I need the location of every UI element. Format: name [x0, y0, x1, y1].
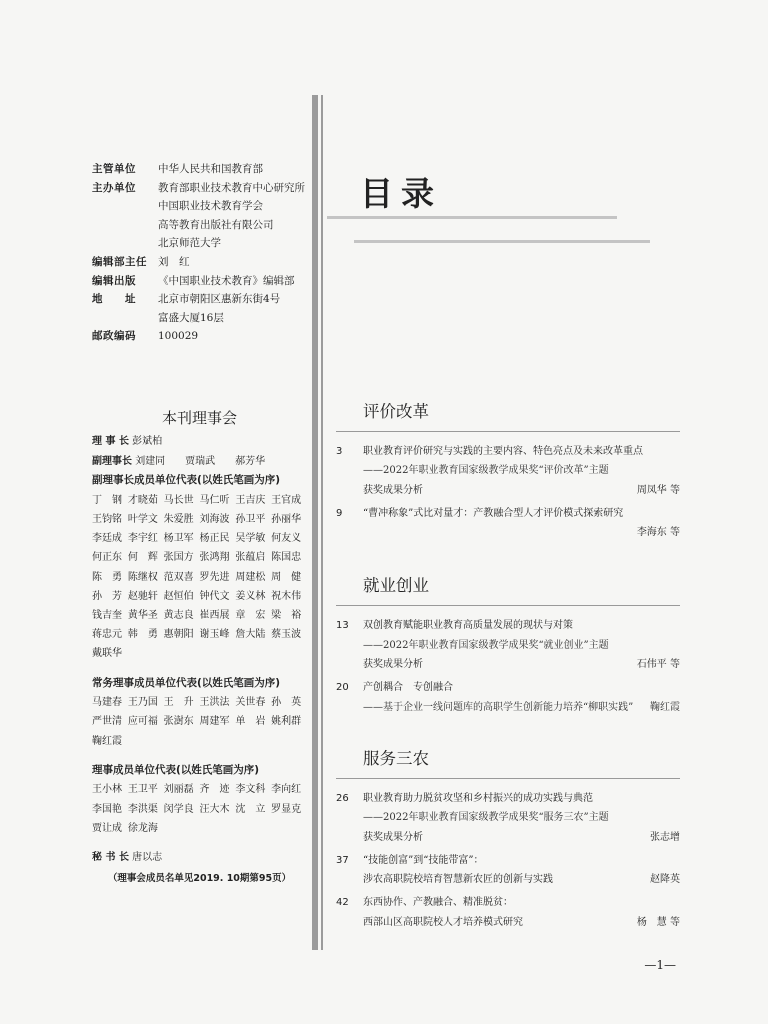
masthead-value: 中华人民共和国教育部 — [158, 163, 263, 175]
standing-heading: 常务理事成员单位代表(以姓氏笔画为序) — [92, 676, 281, 689]
vice-unit-name: 崔西展 — [199, 610, 230, 621]
toc-author-line — [363, 523, 680, 542]
standing-member-name: 严世清 — [92, 716, 122, 728]
vice-unit-name: 杨卫军 — [163, 533, 194, 545]
vice-unit-name: 张蕴启 — [235, 552, 266, 564]
masthead-row — [92, 160, 307, 179]
toc-page-number: 20 — [336, 682, 349, 694]
masthead-value: 刘 红 — [158, 255, 190, 268]
toc-rule-2 — [354, 240, 650, 243]
toc-article-line: 职业教育评价研究与实践的主要内容、特色亮点及未来改革重点 — [363, 446, 643, 457]
council-member-name: 李洪渠 — [127, 803, 158, 815]
vice-unit-name: 杨正民 — [199, 533, 230, 545]
toc-list — [336, 398, 680, 936]
vice-unit-name: 黄华圣 — [127, 610, 158, 621]
council-member-name: 李国艳 — [92, 803, 122, 815]
vice-unit-name: 王钧铭 — [92, 513, 122, 525]
secretary-name: 唐以志 — [132, 852, 163, 864]
masthead-value: 教育部职业技术教育中心研究所 — [158, 181, 305, 194]
council-member-name: 汪大木 — [199, 803, 230, 815]
council-member-grid — [92, 780, 307, 838]
toc-page-number: 3 — [336, 446, 343, 457]
masthead-row — [92, 179, 307, 253]
vice-unit-name: 叶学文 — [127, 513, 158, 525]
standing-member-name: 王洪法 — [199, 697, 230, 709]
council-member-name: 沈 立 — [235, 803, 266, 815]
toc-article — [336, 851, 680, 890]
toc-article-line: 东西协作、产教融合、精准脱贫： — [363, 897, 513, 909]
toc-article-line: “曹冲称象”式比对量才：产教融合型人才评价模式探索研究 — [363, 507, 624, 519]
vice-unit-name: 戴联华 — [92, 648, 122, 660]
vice-unit-name: 范双喜 — [163, 571, 194, 583]
vice-unit-name: 陈国忠 — [271, 552, 302, 564]
toc-article-line: 获奖成果分析 石伟平 等 — [363, 655, 680, 674]
toc-page-number: 26 — [336, 792, 349, 804]
council-title: 本刊理事会 — [161, 409, 237, 427]
masthead-values — [158, 253, 307, 272]
chair-label: 理 事 长 — [92, 436, 129, 447]
standing-member-name: 鞠红霞 — [92, 735, 122, 747]
vice-unit-name: 孙卫平 — [235, 513, 266, 525]
secretary-label: 秘 书 长 — [92, 852, 129, 864]
vice-units-heading: 副理事长成员单位代表(以姓氏笔画为序) — [92, 474, 281, 487]
standing-member-grid — [92, 693, 307, 751]
toc-section-heading: 评价改革 — [336, 398, 680, 432]
standing-member-name: 王 升 — [163, 697, 194, 709]
toc-article — [336, 442, 680, 500]
toc-article — [336, 893, 680, 932]
vice-unit-name: 何 辉 — [127, 552, 158, 564]
toc-article-line: 获奖成果分析 周凤华 等 — [363, 481, 680, 500]
standing-member-name: 单 岩 — [235, 716, 266, 728]
vice-unit-name: 赵驰轩 — [127, 590, 158, 602]
vice-unit-name: 陈继权 — [127, 571, 158, 583]
masthead-row — [92, 327, 307, 346]
vice-unit-name: 马仁听 — [199, 494, 230, 506]
standing-member-name: 马建春 — [92, 697, 122, 709]
council-member-name: 齐 迹 — [199, 784, 230, 796]
vice-unit-name: 章 宏 — [235, 610, 266, 621]
standing-member-name: 应可福 — [127, 716, 158, 728]
vice-unit-name: 李廷成 — [92, 533, 122, 545]
vice-unit-name: 张国方 — [163, 552, 194, 564]
divider-bar-thick — [312, 95, 318, 950]
vice-unit-name: 吴学敏 — [235, 533, 266, 545]
masthead-values — [158, 327, 307, 346]
masthead-label: 主管单位 — [92, 163, 136, 175]
toc-article-line: 获奖成果分析 张志增 — [363, 828, 680, 847]
toc-article-line: 双创教育赋能职业教育高质量发展的现状与对策 — [363, 620, 573, 632]
council-member-name: 王卫平 — [127, 784, 158, 796]
toc-page-number: 42 — [336, 897, 349, 909]
masthead-label: 主办单位 — [92, 181, 136, 194]
masthead-value: 北京市朝阳区惠新东街4号 — [158, 293, 281, 306]
toc-author: 石伟平 等 — [636, 659, 680, 671]
vice-unit-name: 钟代文 — [199, 590, 230, 602]
vice-unit-name: 王吉庆 — [235, 494, 266, 506]
vice-unit-name: 姜义林 — [235, 590, 266, 602]
vice-unit-name: 黄志良 — [163, 610, 194, 621]
vice-unit-name: 丁 钢 — [92, 494, 122, 506]
vice-chair-name: 刘建同 贾瑞武 郝芳华 — [135, 455, 266, 467]
secretary — [92, 848, 307, 868]
vice-unit-name: 刘海波 — [199, 513, 230, 525]
vice-unit-name: 韩 勇 — [127, 629, 158, 641]
vice-unit-name: 朱爱胜 — [163, 513, 194, 525]
vice-unit-name: 才晓茹 — [127, 494, 158, 506]
masthead-value: 富盛大厦16层 — [158, 311, 224, 324]
vice-unit-name: 周 健 — [271, 571, 302, 583]
masthead-value: 《中国职业技术教育》编辑部 — [158, 274, 295, 287]
toc-article — [336, 504, 680, 543]
vice-unit-name: 周建松 — [235, 571, 266, 583]
toc-author: 张志增 — [650, 831, 680, 843]
vice-unit-name: 孙丽华 — [271, 513, 302, 525]
council-note: （理事会成员名单见2019. 10期第95页） — [107, 872, 292, 884]
toc-author: 赵降英 — [650, 874, 680, 886]
vice-unit-name: 孙 芳 — [92, 590, 122, 602]
council-member-name: 李文科 — [235, 784, 266, 796]
vice-unit-name: 蒋忠元 — [92, 629, 122, 641]
toc-article — [336, 789, 680, 847]
toc-article-line: ——基于企业一线问题库的高职学生创新能力培养“柳职实践” 鞠红霞 — [363, 698, 680, 717]
vice-chair — [92, 452, 307, 472]
vice-unit-name: 张鸿翔 — [199, 552, 230, 564]
toc-article — [336, 616, 680, 674]
page-number: —1— — [644, 958, 676, 972]
toc-page-number: 37 — [336, 854, 349, 866]
masthead-value: 高等教育出版社有限公司 — [158, 218, 274, 231]
chair-name: 彭斌柏 — [132, 436, 163, 447]
standing-member-name: 关世春 — [235, 697, 266, 709]
toc-article-line: ——2022年职业教育国家级教学成果奖“评价改革”主题 — [363, 465, 609, 477]
toc-article-line: ——2022年职业教育国家级教学成果奖“就业创业”主题 — [363, 639, 609, 651]
standing-member-name: 王乃国 — [127, 697, 158, 709]
toc-rule-1 — [327, 216, 617, 219]
toc-article — [336, 678, 680, 717]
council-member-name: 贾让成 — [92, 822, 122, 834]
toc-author: 鞠红霞 — [650, 701, 680, 713]
toc-author: 杨 慧 等 — [636, 916, 680, 928]
council-member-name: 李向红 — [271, 784, 302, 796]
vice-unit-name: 祝木伟 — [271, 590, 302, 602]
toc-section-heading: 就业创业 — [336, 572, 680, 606]
masthead-values — [158, 179, 307, 253]
vice-unit-name: 陈 勇 — [92, 571, 122, 583]
toc-article-line: “技能创富”到“技能带富”： — [363, 854, 484, 866]
toc-author: 李海东 等 — [636, 527, 680, 539]
toc-page-number: 9 — [336, 507, 343, 519]
toc-title: 目录 — [360, 174, 442, 213]
standing-member-name: 姚利群 — [271, 716, 302, 728]
masthead-values — [158, 160, 307, 179]
council — [92, 432, 307, 884]
masthead-values — [158, 272, 307, 291]
toc-article-line: ——2022年职业教育国家级教学成果奖“服务三农”主题 — [363, 812, 609, 824]
council-member-name: 王小林 — [92, 784, 122, 796]
standing-member-name: 孙 英 — [271, 697, 302, 709]
vice-unit-grid — [92, 491, 307, 664]
toc-section-heading: 服务三农 — [336, 745, 680, 779]
masthead-row — [92, 290, 307, 327]
vice-unit-name: 王官成 — [271, 494, 302, 506]
vice-chair-label: 副理事长 — [92, 455, 132, 467]
vice-unit-name: 何正东 — [92, 552, 122, 564]
toc-article-line: 西部山区高职院校人才培养模式研究 杨 慧 等 — [363, 913, 680, 932]
members-heading: 理事成员单位代表(以姓氏笔画为序) — [92, 763, 260, 776]
masthead-row — [92, 272, 307, 291]
standing-member-name: 周建军 — [199, 716, 230, 728]
divider-bar-thin — [321, 95, 323, 950]
chair — [92, 432, 307, 452]
vice-unit-name: 梁 裕 — [271, 610, 302, 621]
vice-unit-name: 詹大陆 — [235, 629, 266, 641]
masthead-value: 100029 — [158, 330, 199, 343]
masthead-value: 中国职业技术教育学会 — [158, 200, 263, 213]
vice-unit-name: 罗先进 — [199, 571, 230, 583]
vice-unit-name: 赵恒伯 — [163, 590, 194, 602]
masthead-row — [92, 253, 307, 272]
toc-article-line: 职业教育助力脱贫攻坚和乡村振兴的成功实践与典范 — [363, 792, 593, 804]
council-member-name: 闵学良 — [163, 803, 194, 815]
masthead-label: 邮政编码 — [92, 330, 136, 343]
vice-unit-name: 钱吉奎 — [92, 610, 122, 621]
toc-article-line: 产创耦合 专创融合 — [363, 682, 453, 694]
masthead-values — [158, 290, 307, 327]
toc-article-line: 涉农高职院校培育智慧新农匠的创新与实践 赵降英 — [363, 870, 680, 889]
vice-unit-name: 谢玉峰 — [199, 629, 230, 641]
masthead-value: 北京师范大学 — [158, 237, 221, 250]
toc-page-number: 13 — [336, 620, 349, 632]
council-member-name: 罗显克 — [271, 803, 302, 815]
vice-unit-name: 马长世 — [163, 494, 194, 506]
masthead — [92, 160, 307, 346]
masthead-label: 编辑部主任 — [92, 255, 147, 268]
vice-unit-name: 李宇红 — [127, 533, 158, 545]
vice-unit-name: 惠朝阳 — [163, 629, 194, 641]
council-member-name: 徐龙海 — [127, 822, 158, 834]
council-member-name: 刘丽磊 — [163, 784, 194, 796]
masthead-label: 地 址 — [92, 293, 136, 306]
masthead-label: 编辑出版 — [92, 274, 136, 287]
vice-unit-name: 蔡玉波 — [271, 629, 302, 641]
vice-unit-name: 何友义 — [271, 533, 302, 545]
toc-author: 周凤华 等 — [636, 484, 680, 496]
standing-member-name: 张澍东 — [163, 716, 194, 728]
